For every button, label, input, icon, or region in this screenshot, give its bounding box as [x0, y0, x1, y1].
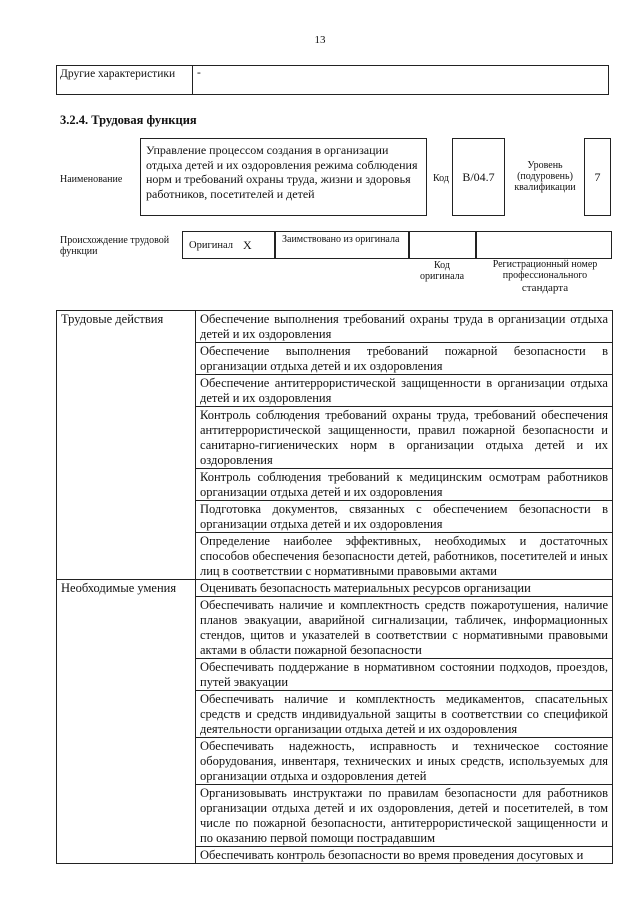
section-title: 3.2.4. Трудовая функция [60, 113, 197, 127]
other-characteristics-value: - [197, 67, 201, 79]
skill-item [196, 847, 613, 864]
other-characteristics-table [56, 65, 609, 95]
labor-actions-label: Трудовые действия [57, 311, 196, 580]
skill-item: Оценивать безопасность материальных ресурсов организации [196, 580, 613, 597]
required-skills-label: Необходимые умения [57, 580, 196, 864]
labor-action-item: Контроль соблюдения требований к медицинским осмотрам работников организации отдыха детей и их оздоровления [196, 469, 613, 501]
labor-action-item: Обеспечение выполнения требований пожарной безопасности в организации отдыха детей и их оздоровления [196, 343, 613, 375]
original-cell [182, 231, 275, 259]
code-caption: Код оригинала [419, 260, 465, 282]
reg-caption-line1: Регистрационный номер [492, 259, 598, 270]
function-name: Управление процессом создания в организации отдыха детей и их оздоровления режима соблюдения норм и требований охраны труда, жизни и здоровья работников, посетителей и детей [140, 138, 427, 216]
reg-caption-line2: профессионального [502, 270, 588, 281]
labor-action-item: Контроль соблюдения требований охраны труда, требований обеспечения антитеррористической защищенности, правил пожарной безопасности и санитарно-гигиенических норм в организации отдыха детей и их оздоровления [196, 407, 613, 469]
skill-item: Обеспечивать наличие и комплектность средств пожаротушения, наличие планов эвакуации, аварийной сигнализации, табличек, информационных стендов, щитов и указателей в соответствии с нормативными правовыми актами в области пожарной безопасности [196, 597, 613, 659]
table-row [57, 580, 613, 597]
original-mark: X [243, 237, 252, 252]
skill-item: Обеспечивать наличие и комплектность медикаментов, спасательных средств и средств индивидуальной защиты в соответствии со спецификой деятельности организации отдыха детей и их оздоровления [196, 691, 613, 738]
borrowed-label: Заимствовано из оригинала [275, 231, 409, 259]
original-label: Оригинал [189, 239, 233, 251]
skill-item: Организовывать инструктажи по правилам безопасности для работников организации отдыха детей и их оздоровления, детей и посетителей, в том числе по пожарной безопасности, антитеррористической защищенности и по оказанию первой помощи пострадавшим [196, 785, 613, 847]
qualification-level: 7 [584, 138, 611, 216]
code-label: Код [433, 173, 449, 184]
labor-action-item: Обеспечение антитеррористической защищенности в организации отдыха детей и их оздоровления [196, 375, 613, 407]
origin-label: Происхождение трудовой функции [60, 235, 170, 257]
reg-caption-line3: стандарта [521, 282, 569, 294]
page-number: 13 [314, 34, 326, 46]
reg-caption [478, 259, 612, 295]
other-characteristics-label: Другие характеристики [57, 66, 193, 94]
skill-item: Обеспечивать надежность, исправность и техническое состояние оборудования, инвентаря, технических и иных средств, используемых для организации отдыха и оздоровления детей [196, 738, 613, 785]
function-code: B/04.7 [452, 138, 505, 216]
labor-function-table [56, 310, 613, 864]
skill-item-text: Обеспечивать контроль безопасности во время проведения досуговых и [200, 848, 584, 862]
labor-action-item: Подготовка документов, связанных с обеспечением безопасности в организации отдыха детей и их оздоровления [196, 501, 613, 533]
name-label: Наименование [60, 174, 123, 185]
level-label: Уровень (подуровень) квалификации [514, 160, 576, 193]
registration-number-cell [476, 231, 612, 259]
labor-action-item: Обеспечение выполнения требований охраны труда в организации отдыха детей и их оздоровления [196, 311, 613, 343]
table-row [57, 311, 613, 343]
labor-action-item: Определение наиболее эффективных, необходимых и достаточных способов обеспечения безопасности детей, работников, посетителей и иных лиц в соответствии с нормативными правовыми актами [196, 533, 613, 580]
skill-item: Обеспечивать поддержание в нормативном состоянии подходов, проездов, путей эвакуации [196, 659, 613, 691]
original-code-cell [409, 231, 476, 259]
